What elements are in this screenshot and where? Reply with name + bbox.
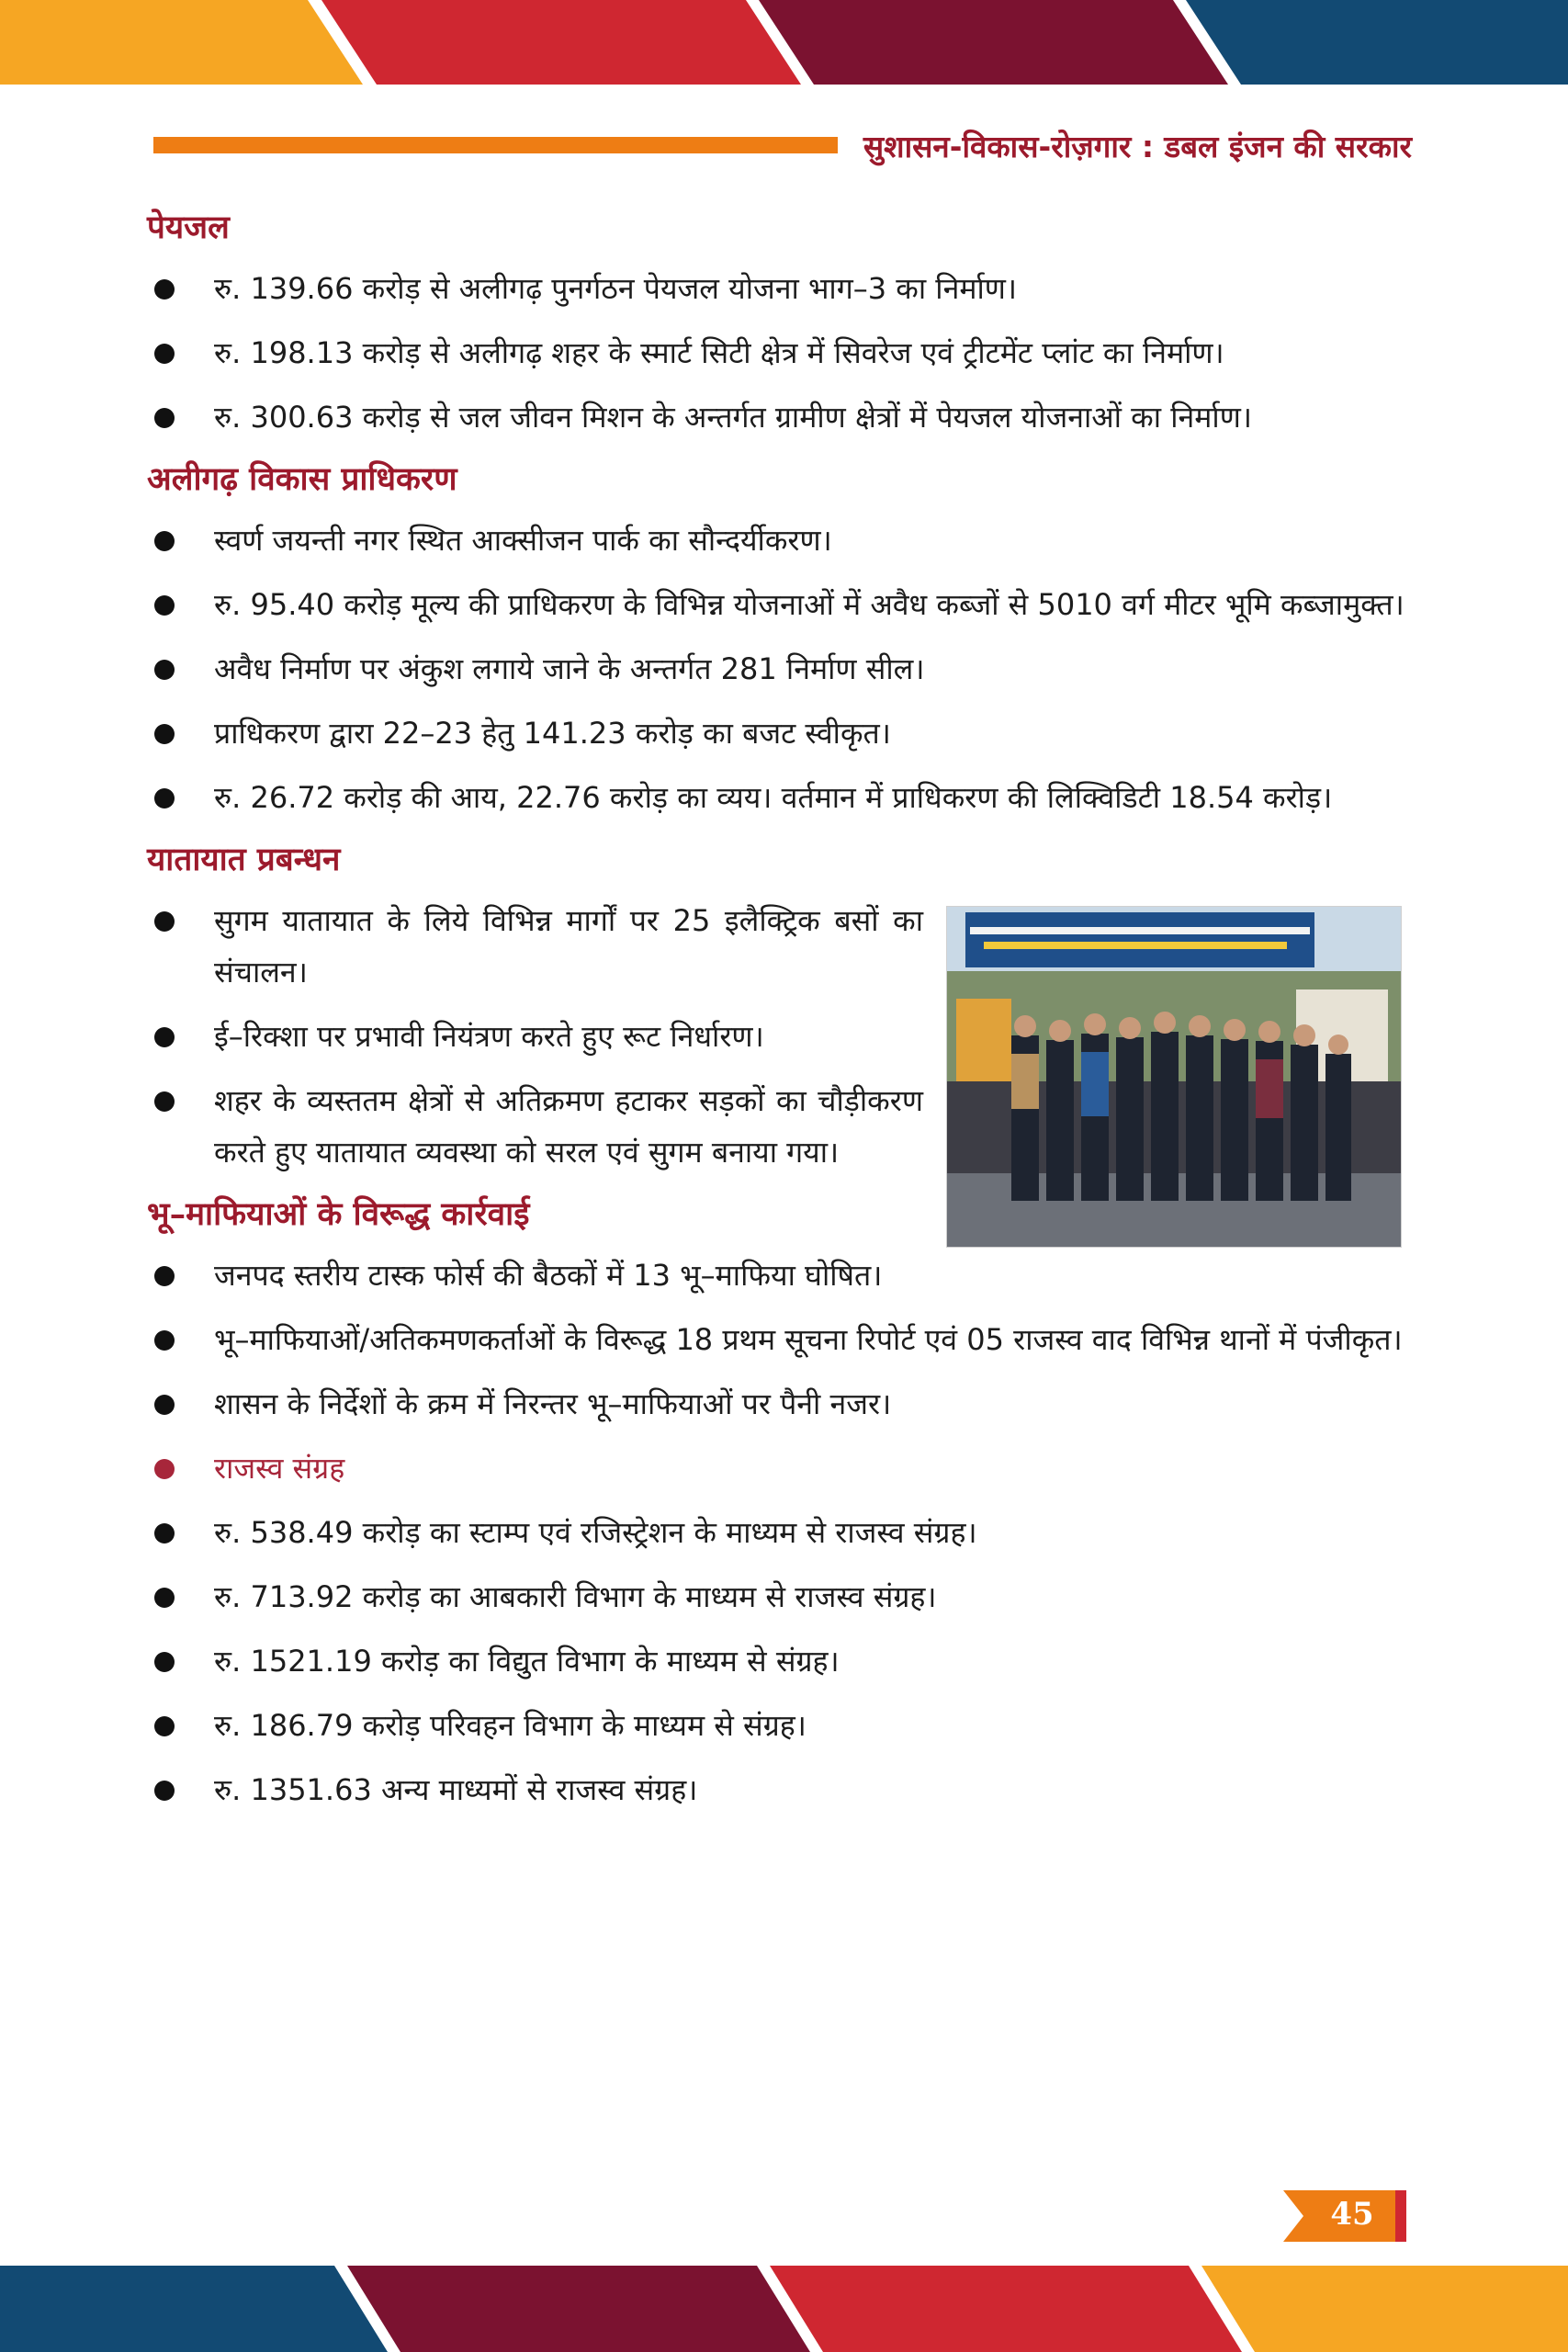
list-item: भू–माफियाओं/अतिकमणकर्ताओं के विरूद्ध 18 प्रथम सूचना रिपोर्ट एवं 05 राजस्व वाद विभिन्न थानों में पंजीकृत। — [147, 1314, 1410, 1365]
list-item: रु. 1521.19 करोड़ का विद्युत विभाग के माध्यम से संग्रह। — [147, 1635, 1410, 1687]
bullet-icon — [154, 788, 175, 808]
list-item: प्राधिकरण द्वारा 22–23 हेतु 141.23 करोड़ का बजट स्वीकृत। — [147, 707, 1410, 759]
section-heading-traffic-management: यातायात प्रबन्धन — [147, 841, 341, 878]
bullet-icon — [154, 1523, 175, 1544]
header-tagline: सुशासन-विकास-रोज़गार : डबल इंजन की सरकार — [863, 129, 1412, 164]
section-heading-development-authority: अलीगढ़ विकास प्राधिकरण — [147, 460, 457, 498]
bottom-color-band — [0, 2266, 1568, 2352]
bullet-icon — [154, 724, 175, 744]
section-list-drinking-water — [147, 263, 1410, 443]
bullet-icon — [154, 595, 175, 616]
list-item: रु. 26.72 करोड़ की आय, 22.76 करोड़ का व्यय। वर्तमान में प्राधिकरण की लिक्विडिटी 18.54 करोड़। — [147, 772, 1410, 823]
header-rule — [153, 137, 838, 153]
list-item: अवैध निर्माण पर अंकुश लगाये जाने के अन्तर्गत 281 निर्माण सील। — [147, 643, 1410, 695]
list-item-revenue-collection: राजस्व संग्रह — [147, 1442, 1410, 1494]
bullet-icon — [154, 1266, 175, 1286]
page-content — [147, 204, 1410, 1828]
list-item: रु. 198.13 करोड़ से अलीगढ़ शहर के स्मार्ट सिटी क्षेत्र में सिवरेज एवं ट्रीटमेंट प्लांट का निर्माण। — [147, 327, 1410, 379]
list-item: रु. 538.49 करोड़ का स्टाम्प एवं रजिस्ट्रेशन के माध्यम से राजस्व संग्रह। — [147, 1507, 1410, 1558]
traffic-section — [147, 895, 1410, 1178]
page-number: 45 — [1330, 2196, 1374, 2233]
list-item: सुगम यातायात के लिये विभिन्न मार्गों पर 25 इलैक्ट्रिक बसों का संचालन। — [147, 895, 923, 998]
section-heading-land-mafia-action: भू–माफियाओं के विरूद्ध कार्रवाई — [147, 1195, 530, 1233]
top-color-band — [0, 0, 1568, 85]
bullet-icon — [154, 531, 175, 551]
bullet-icon — [154, 408, 175, 428]
list-item: ई–रिक्शा पर प्रभावी नियंत्रण करते हुए रूट निर्धारण। — [147, 1011, 923, 1062]
section-list-traffic-management — [147, 895, 923, 1178]
list-item: शासन के निर्देशों के क्रम में निरन्तर भू–माफियाओं पर पैनी नजर। — [147, 1378, 1410, 1430]
section-list-land-mafia-action — [147, 1250, 1410, 1815]
list-item: स्वर्ण जयन्ती नगर स्थित आक्सीजन पार्क का सौन्दर्यीकरण। — [147, 514, 1410, 566]
event-photo — [946, 906, 1402, 1248]
bullet-icon — [154, 1395, 175, 1415]
list-item: जनपद स्तरीय टास्क फोर्स की बैठकों में 13 भू–माफिया घोषित। — [147, 1250, 1410, 1301]
list-item: रु. 95.40 करोड़ मूल्य की प्राधिकरण के विभिन्न योजनाओं में अवैध कब्जों से 5010 वर्ग मीटर भूमि कब्जामुक्त। — [147, 579, 1410, 630]
bullet-icon — [154, 911, 175, 932]
bullet-icon — [154, 279, 175, 300]
list-item: रु. 186.79 करोड़ परिवहन विभाग के माध्यम से संग्रह। — [147, 1700, 1410, 1751]
bullet-icon — [154, 1027, 175, 1047]
list-item: रु. 713.92 करोड़ का आबकारी विभाग के माध्यम से राजस्व संग्रह। — [147, 1571, 1410, 1623]
bullet-icon — [154, 344, 175, 364]
bullet-icon — [154, 1652, 175, 1672]
list-item: रु. 139.66 करोड़ से अलीगढ़ पुनर्गठन पेयजल योजना भाग–3 का निर्माण। — [147, 263, 1410, 314]
list-item: रु. 300.63 करोड़ से जल जीवन मिशन के अन्तर्गत ग्रामीण क्षेत्रों में पेयजल योजनाओं का निर्माण। — [147, 391, 1410, 443]
list-item: शहर के व्यस्ततम क्षेत्रों से अतिक्रमण हटाकर सड़कों का चौड़ीकरण करते हुए यातायात व्यवस्था को सरल एवं सुगम बनाया गया। — [147, 1075, 923, 1178]
page-number-tab — [1283, 2190, 1406, 2242]
bullet-icon — [154, 1091, 175, 1112]
section-list-development-authority — [147, 514, 1410, 823]
bullet-icon — [154, 1588, 175, 1608]
bullet-icon — [154, 1459, 175, 1479]
bullet-icon — [154, 1716, 175, 1736]
bullet-icon — [154, 1781, 175, 1801]
bullet-icon — [154, 1330, 175, 1351]
list-item: रु. 1351.63 अन्य माध्यमों से राजस्व संग्रह। — [147, 1764, 1410, 1815]
bullet-icon — [154, 660, 175, 680]
section-heading-drinking-water: पेयजल — [147, 209, 230, 246]
